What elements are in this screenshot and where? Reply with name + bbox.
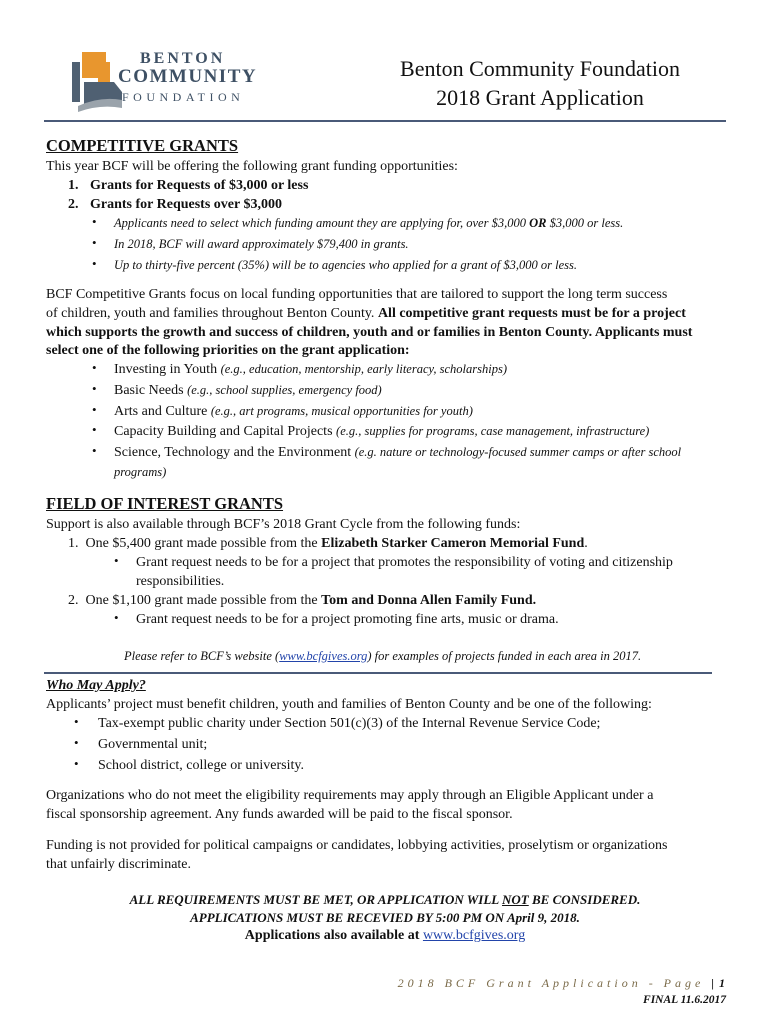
bullet-icon: • [74, 756, 79, 771]
competitive-intro: This year BCF will be offering the following grant funding opportunities: [46, 159, 458, 174]
title-line-2: 2018 Grant Application [436, 85, 644, 110]
document-title [360, 54, 720, 112]
eligibility-school: School district, college or university. [98, 758, 304, 773]
who-intro: Applicants’ project must benefit children, youth and families of Benton County and be one of the following: [46, 697, 652, 712]
fund-item-1-note-line-1: Grant request needs to be for a project that promotes the responsibility of voting and citizenship [136, 555, 673, 570]
priority-arts-and-culture: Arts and Culture (e.g., art programs, musical opportunities for youth) [114, 404, 473, 419]
grant-option-1: Grants for Requests of $3,000 or less [90, 178, 309, 193]
small-grant-percent-note: Up to thirty-five percent (35%) will be to agencies who applied for a grant of $3,000 or less. [114, 258, 578, 272]
logo-text-foundation: FOUNDATION [122, 90, 245, 104]
bullet-icon: • [92, 402, 97, 417]
funding-exclusion-line-1: Funding is not provided for political campaigns or candidates, lobbying activities, proselytism or organizations [46, 838, 668, 853]
bullet-icon: • [74, 735, 79, 750]
bullet-icon: • [92, 422, 97, 437]
competitive-para-line-4: select one of the following priorities on the grant application: [46, 343, 410, 358]
bullet-icon: • [92, 360, 97, 375]
bullet-icon: • [92, 256, 97, 271]
fiscal-sponsor-line-1: Organizations who do not meet the eligibility requirements may apply through an Eligible Applicant under a [46, 788, 654, 803]
priority-science-technology: Science, Technology and the Environment (e.g. nature or technology-focused summer camps or after school [114, 445, 682, 460]
priority-science-technology-cont: programs) [114, 465, 167, 479]
fund-item-2: 2. One $1,100 grant made possible from the Tom and Donna Allen Family Fund. [68, 593, 537, 608]
priority-capacity-building: Capacity Building and Capital Projects (e.g., supplies for programs, case management, infrastructure) [114, 424, 650, 439]
funding-amount-note: Applicants need to select which funding amount they are applying for, over $3,000 OR $3,000 or less. [114, 216, 624, 230]
availability-notice: Applications also available at www.bcfgives.org [244, 928, 526, 943]
header-divider [44, 120, 726, 122]
requirements-notice: ALL REQUIREMENTS MUST BE MET, OR APPLICATION WILL NOT BE CONSIDERED. [129, 892, 641, 907]
bullet-icon: • [74, 714, 79, 729]
competitive-para-line-2: of children, youth and families throughout Benton County. All competitive grant requests must be for a project [46, 306, 686, 321]
eligibility-governmental: Governmental unit; [98, 737, 208, 752]
fund-item-1-note-line-2: responsibilities. [136, 574, 225, 589]
website-reference: Please refer to BCF’s website (www.bcfgives.org) for examples of projects funded in each area in 2017. [124, 649, 642, 663]
title-line-1: Benton Community Foundation [400, 56, 680, 81]
bullet-icon: • [92, 235, 97, 250]
grant-option-2: Grants for Requests over $3,000 [90, 197, 282, 212]
fund-item-1: 1. One $5,400 grant made possible from the Elizabeth Starker Cameron Memorial Fund. [68, 536, 588, 551]
field-of-interest-heading: FIELD OF INTEREST GRANTS [46, 494, 284, 513]
competitive-para-line-1: BCF Competitive Grants focus on local funding opportunities that are tailored to support the long term success [46, 287, 668, 302]
competitive-para-line-3: which supports the growth and success of children, youth and or families in Benton County. Applicants must [46, 325, 693, 340]
deadline-notice: APPLICATIONS MUST BE RECEVIED BY 5:00 PM ON April 9, 2018. [190, 910, 580, 925]
priority-investing-in-youth: Investing in Youth (e.g., education, mentorship, early literacy, scholarships) [114, 362, 507, 377]
award-amount-note: In 2018, BCF will award approximately $79,400 in grants. [114, 237, 409, 251]
bullet-icon: • [92, 214, 97, 229]
bullet-icon: • [92, 381, 97, 396]
priority-basic-needs: Basic Needs (e.g., school supplies, emergency food) [114, 383, 382, 398]
grant-option-1-number: 1. [68, 178, 79, 193]
who-may-apply-heading: Who May Apply? [46, 678, 146, 693]
benton-community-foundation-logo [70, 48, 260, 114]
page-footer: 2018 BCF Grant Application - Page | 1 [397, 976, 726, 990]
competitive-grants-heading: COMPETITIVE GRANTS [46, 136, 239, 155]
bullet-icon: • [114, 610, 119, 625]
bcf-website-link[interactable]: www.bcfgives.org [279, 649, 368, 663]
bullet-icon: • [114, 553, 119, 568]
final-version-date: FINAL 11.6.2017 [643, 994, 726, 1006]
bcf-website-link-footer[interactable]: www.bcfgives.org [422, 928, 526, 943]
section-divider [44, 672, 712, 674]
fund-item-2-note: Grant request needs to be for a project promoting fine arts, music or drama. [136, 612, 559, 627]
bullet-icon: • [92, 443, 97, 458]
grant-option-2-number: 2. [68, 197, 79, 212]
fiscal-sponsor-line-2: fiscal sponsorship agreement. Any funds awarded will be paid to the fiscal sponsor. [46, 807, 513, 822]
logo-text-community: COMMUNITY [118, 66, 258, 87]
page-number: | 1 [711, 976, 726, 990]
eligibility-tax-exempt: Tax-exempt public charity under Section 501(c)(3) of the Internal Revenue Service Code; [98, 716, 601, 731]
logo-text-benton: BENTON [140, 50, 226, 67]
field-intro: Support is also available through BCF’s 2018 Grant Cycle from the following funds: [46, 517, 521, 532]
funding-exclusion-line-2: that unfairly discriminate. [46, 857, 192, 872]
